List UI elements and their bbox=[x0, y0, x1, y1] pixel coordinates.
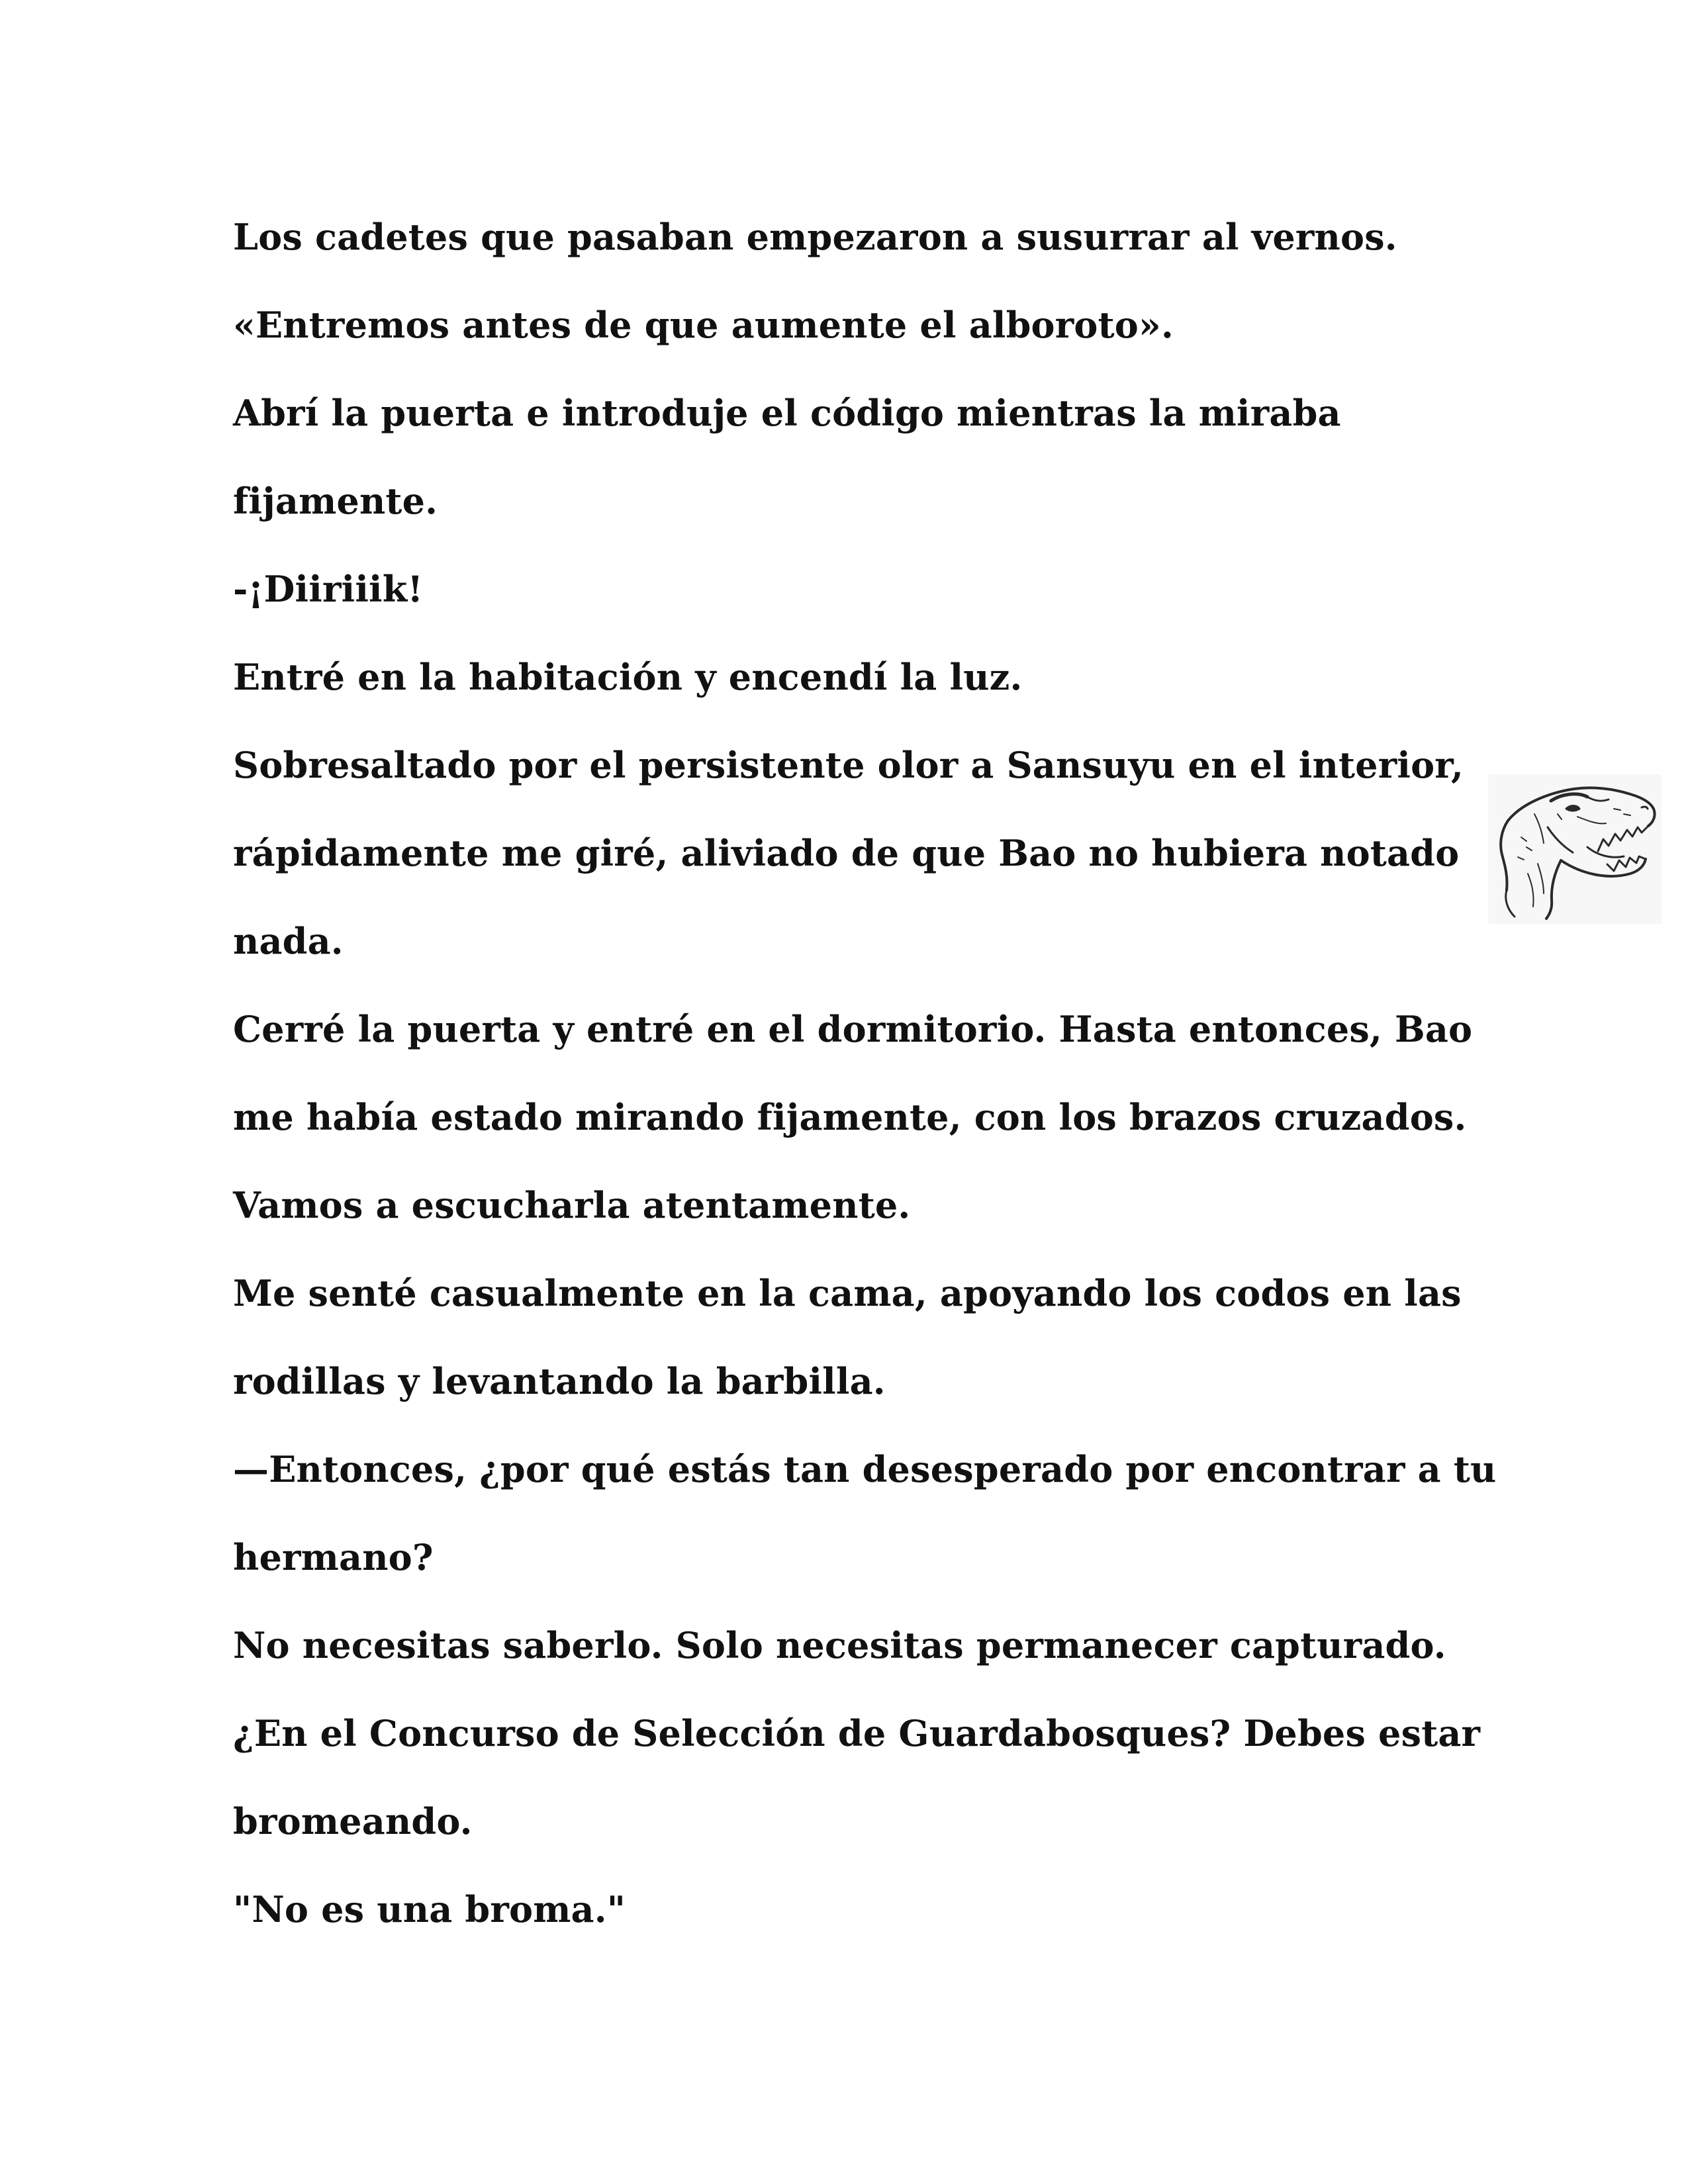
text-line: Abrí la puerta e introduje el código mientras la miraba bbox=[233, 392, 1341, 434]
text-line: nada. bbox=[233, 920, 344, 962]
text-line: "No es una broma." bbox=[233, 1888, 626, 1931]
text-line: Me senté casualmente en la cama, apoyando los codos en las bbox=[233, 1272, 1462, 1314]
text-line: ¿En el Concurso de Selección de Guardabosques? Debes estar bbox=[233, 1712, 1481, 1754]
text-line: rodillas y levantando la barbilla. bbox=[233, 1360, 886, 1402]
text-line: hermano? bbox=[233, 1536, 434, 1578]
text-line: fijamente. bbox=[233, 480, 438, 522]
text-line: Entré en la habitación y encendí la luz. bbox=[233, 656, 1023, 698]
text-line: -¡Diiriiik! bbox=[233, 568, 424, 610]
text-line: Sobresaltado por el persistente olor a Sansuyu en el interior, bbox=[233, 744, 1464, 786]
text-line: «Entremos antes de que aumente el alboroto». bbox=[233, 304, 1174, 346]
text-line: rápidamente me giré, aliviado de que Bao no hubiera notado bbox=[233, 832, 1460, 874]
text-line: No necesitas saberlo. Solo necesitas permanecer capturado. bbox=[233, 1624, 1446, 1666]
text-line: —Entonces, ¿por qué estás tan desesperado por encontrar a tu bbox=[233, 1448, 1497, 1490]
body-text bbox=[233, 193, 1497, 1954]
text-line: me había estado mirando fijamente, con los brazos cruzados. bbox=[233, 1096, 1467, 1138]
text-line: bromeando. bbox=[233, 1800, 473, 1843]
text-line: Cerré la puerta y entré en el dormitorio. Hasta entonces, Bao bbox=[233, 1008, 1473, 1050]
text-line: Los cadetes que pasaban empezaron a susurrar al vernos. bbox=[233, 216, 1397, 258]
text-line: Vamos a escucharla atentamente. bbox=[233, 1184, 911, 1226]
dinosaur-sketch-icon bbox=[1488, 774, 1662, 924]
